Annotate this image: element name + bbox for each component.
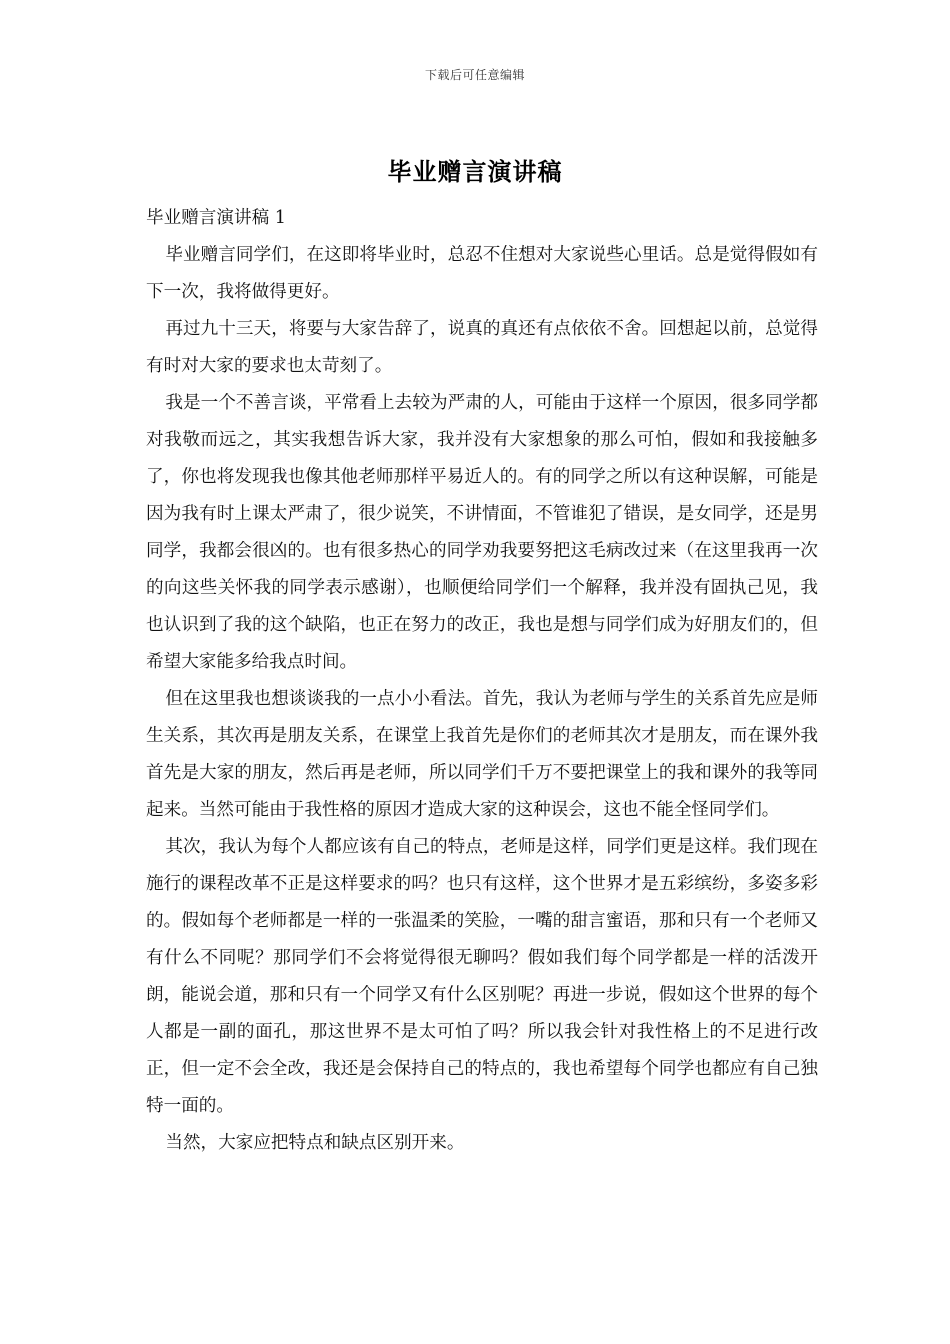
paragraph-4: 但在这里我也想谈谈我的一点小小看法。首先，我认为老师与学生的关系首先应是师生关系，其次再是朋友关系，在课堂上我首先是你们的老师其次才是朋友，而在课外我首先是大家的朋友，然后再是老师，所以同学们千万不要把课堂上的我和课外的我等同起来。当然可能由于我性格的原因才造成大家的这种误会，这也不能全怪同学们。 xyxy=(146,689,818,820)
document-body xyxy=(146,200,818,1162)
paragraph-5: 其次，我认为每个人都应该有自己的特点，老师是这样，同学们更是这样。我们现在施行的课程改革不正是这样要求的吗？也只有这样，这个世界才是五彩缤纷，多姿多彩的。假如每个老师都是一样的一张温柔的笑脸，一嘴的甜言蜜语，那和只有一个老师又有什么不同呢？那同学们不会将觉得很无聊吗？假如我们每个同学都是一样的活泼开朗，能说会道，那和只有一个同学又有什么区别呢？再进一步说，假如这个世界的每个人都是一副的面孔，那这世界不是太可怕了吗？所以我会针对我性格上的不足进行改正，但一定不会全改，我还是会保持自己的特点的，我也希望每个同学也都应有自己独特一面的。 xyxy=(146,837,818,1116)
paragraph-3: 我是一个不善言谈，平常看上去较为严肃的人，可能由于这样一个原因，很多同学都对我敬而远之，其实我想告诉大家，我并没有大家想象的那么可怕，假如和我接触多了，你也将发现我也像其他老师那样平易近人的。有的同学之所以有这种误解，可能是因为我有时上课太严肃了，很少说笑，不讲情面，不管谁犯了错误，是女同学，还是男同学，我都会很凶的。也有很多热心的同学劝我要努把这毛病改过来（在这里我再一次的向这些关怀我的同学表示感谢），也顺便给同学们一个解释，我并没有固执己见，我也认识到了我的这个缺陷，也正在努力的改正，我也是想与同学们成为好朋友们的，但希望大家能多给我点时间。 xyxy=(146,393,818,672)
paragraph-2: 再过九十三天，将要与大家告辞了，说真的真还有点依依不舍。回想起以前，总觉得有时对大家的要求也太苛刻了。 xyxy=(146,319,818,376)
paragraph-1: 毕业赠言同学们，在这即将毕业时，总忍不住想对大家说些心里话。总是觉得假如有下一次，我将做得更好。 xyxy=(146,245,818,302)
header-note: 下载后可任意编辑 xyxy=(424,68,525,82)
paragraph-6: 当然，大家应把特点和缺点区别开来。 xyxy=(165,1133,465,1153)
document-title: 毕业赠言演讲稿 xyxy=(387,157,563,186)
document-subtitle: 毕业赠言演讲稿 1 xyxy=(146,208,286,228)
